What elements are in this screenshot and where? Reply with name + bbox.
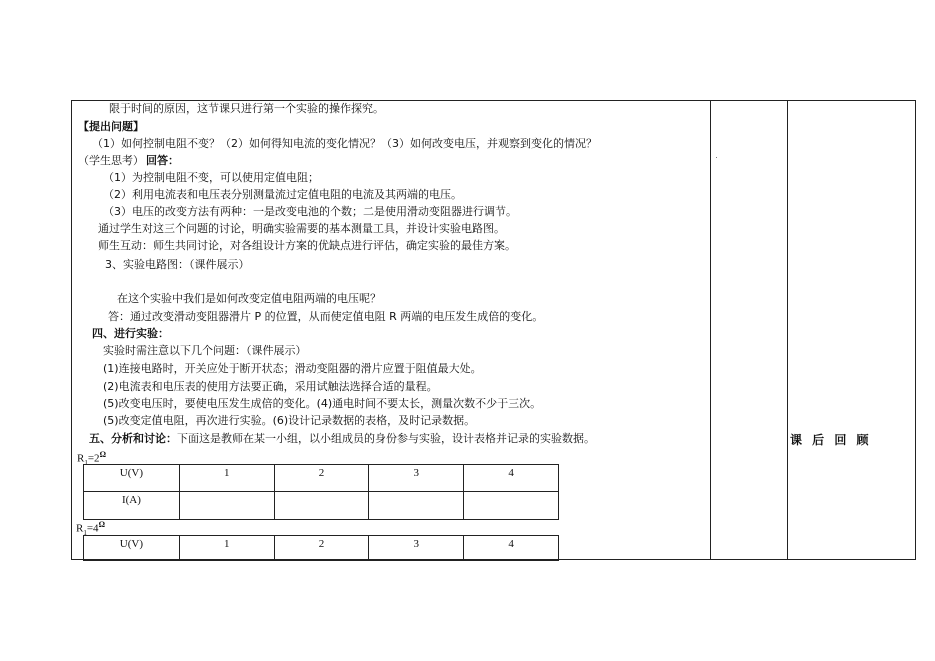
table-cell: 2 bbox=[274, 465, 369, 492]
side-heading-review: 课 后 回 顾 bbox=[790, 433, 872, 447]
table-row bbox=[84, 492, 559, 520]
table-cell: 2 bbox=[274, 536, 369, 561]
student-think-label: （学生思考） bbox=[78, 154, 144, 167]
section-analysis-label: 五、分析和讨论： bbox=[89, 432, 177, 445]
discussion-line-2: 师生互动：师生共同讨论，对各组设计方案的优缺点进行评估，确定实验的最佳方案。 bbox=[98, 239, 516, 252]
table-cell: 3 bbox=[369, 465, 464, 492]
questions-line: （1）如何控制电阻不变？（2）如何得知电流的变化情况？（3）如何改变电压，并观察到变化的情况？ bbox=[92, 137, 597, 150]
table-cell bbox=[274, 492, 369, 520]
answer-1: （1）为控制电阻不变，可以使用定值电阻； bbox=[103, 171, 319, 184]
table-cell: U(V) bbox=[84, 465, 180, 492]
answer-2: （2）利用电流表和电压表分别测量流过定值电阻的电流及其两端的电压。 bbox=[103, 188, 462, 201]
section-raise-question: 【提出问题】 bbox=[78, 120, 144, 133]
table-row bbox=[84, 536, 559, 561]
circuit-diagram-line: 3、实验电路图：（课件展示） bbox=[105, 258, 250, 271]
section-conduct-experiment: 四、进行实验： bbox=[92, 327, 169, 340]
note-2: (2)电流表和电压表的使用方法要正确，采用试触法选择合适的量程。 bbox=[103, 380, 438, 393]
data-table-2 bbox=[83, 535, 559, 561]
stray-mark bbox=[716, 157, 717, 158]
note-3: (5)改变电压时，要使电压发生成倍的变化。(4)通电时间不要太长，测量次数不少于三次。 bbox=[103, 397, 542, 410]
table-cell: 3 bbox=[369, 536, 464, 561]
intro-line: 限于时间的原因，这节课只进行第一个实验的操作探究。 bbox=[109, 102, 384, 115]
data-table-1 bbox=[83, 464, 559, 520]
table-cell: U(V) bbox=[84, 536, 180, 561]
voltage-answer: 答：通过改变滑动变阻器滑片 P 的位置，从而使定值电阻 R 两端的电压发生成倍的变化。 bbox=[108, 310, 544, 323]
answer-label: 回答： bbox=[146, 154, 179, 167]
table2-resistance-label: $R_1=4^\Omega$ bbox=[76, 520, 105, 537]
table-cell bbox=[179, 492, 274, 520]
table-cell: 4 bbox=[464, 536, 559, 561]
table-cell: I(A) bbox=[84, 492, 180, 520]
table-cell bbox=[464, 492, 559, 520]
discussion-line-1: 通过学生对这三个问题的讨论，明确实验需要的基本测量工具，并设计实验电路图。 bbox=[98, 222, 505, 235]
table-cell bbox=[369, 492, 464, 520]
table1-resistance-label: $R_1=2^\Omega$ bbox=[77, 450, 106, 467]
table-cell: 1 bbox=[179, 536, 274, 561]
column-divider-1 bbox=[710, 101, 711, 559]
table-cell: 4 bbox=[464, 465, 559, 492]
voltage-question: 在这个实验中我们是如何改变定值电阻两端的电压呢？ bbox=[117, 292, 381, 305]
note-1: (1)连接电路时，开关应处于断开状态；滑动变阻器的滑片应置于阻值最大处。 bbox=[103, 362, 482, 375]
answer-3: （3）电压的改变方法有两种：一是改变电池的个数；二是使用滑动变阻器进行调节。 bbox=[103, 205, 517, 218]
table-row bbox=[84, 465, 559, 492]
notice-line: 实验时需注意以下几个问题：（课件展示） bbox=[103, 344, 307, 357]
section-analysis-text: 下面这是教师在某一小组，以小组成员的身份参与实验，设计表格并记录的实验数据。 bbox=[177, 432, 595, 445]
column-divider-2 bbox=[787, 101, 788, 559]
note-4: (5)改变定值电阻，再次进行实验。(6)设计记录数据的表格，及时记录数据。 bbox=[103, 414, 476, 427]
table-cell: 1 bbox=[179, 465, 274, 492]
